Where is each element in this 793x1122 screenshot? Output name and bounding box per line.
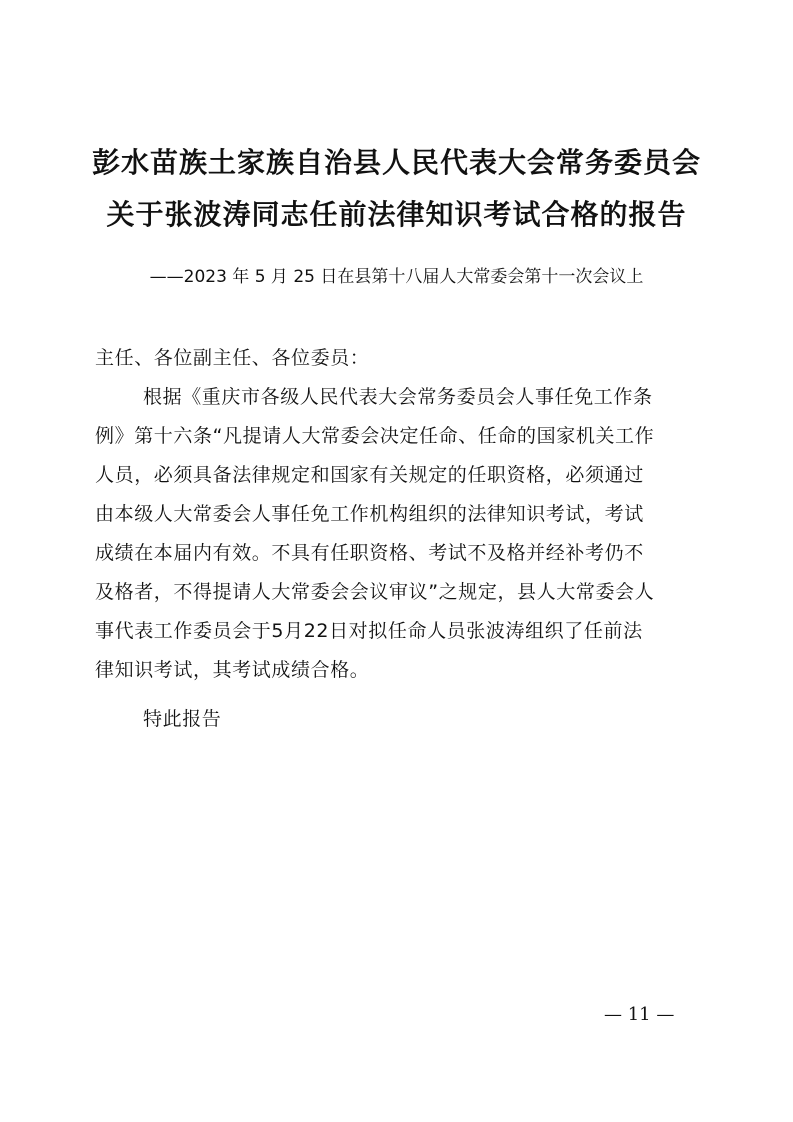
body-line: 根据《重庆市各级人民代表大会常务委员会人事任免工作条 — [143, 386, 653, 408]
document-title-line-1: 彭水苗族土家族自治县人民代表大会常务委员会 — [91, 146, 701, 179]
body-line: 事代表工作委员会于5月22日对拟任命人员张波涛组织了任前法 — [95, 620, 643, 642]
body-line: 及格者，不得提请人大常委会会议审议”之规定，县人大常委会人 — [95, 581, 655, 603]
document-title-line-2: 关于张波涛同志任前法律知识考试合格的报告 — [106, 198, 687, 231]
body-line: 律知识考试，其考试成绩合格。 — [95, 659, 370, 681]
body-line: 人员，必须具备法律规定和国家有关规定的任职资格，必须通过 — [95, 464, 644, 486]
body-line: 例》第十六条“凡提请人大常委会决定任命、任命的国家机关工作 — [95, 425, 655, 447]
closing-text: 特此报告 — [143, 708, 222, 730]
body-line: 成绩在本届内有效。不具有任职资格、考试不及格并经补考仍不 — [95, 542, 644, 564]
body-line: 由本级人大常委会人事任免工作机构组织的法律知识考试，考试 — [95, 503, 644, 525]
salutation: 主任、各位副主任、各位委员： — [95, 347, 370, 369]
document-subtitle: ——2023 年 5 月 25 日在县第十八届人大常委会第十一次会议上 — [149, 267, 644, 287]
page-number: — 11 — — [604, 1004, 675, 1025]
